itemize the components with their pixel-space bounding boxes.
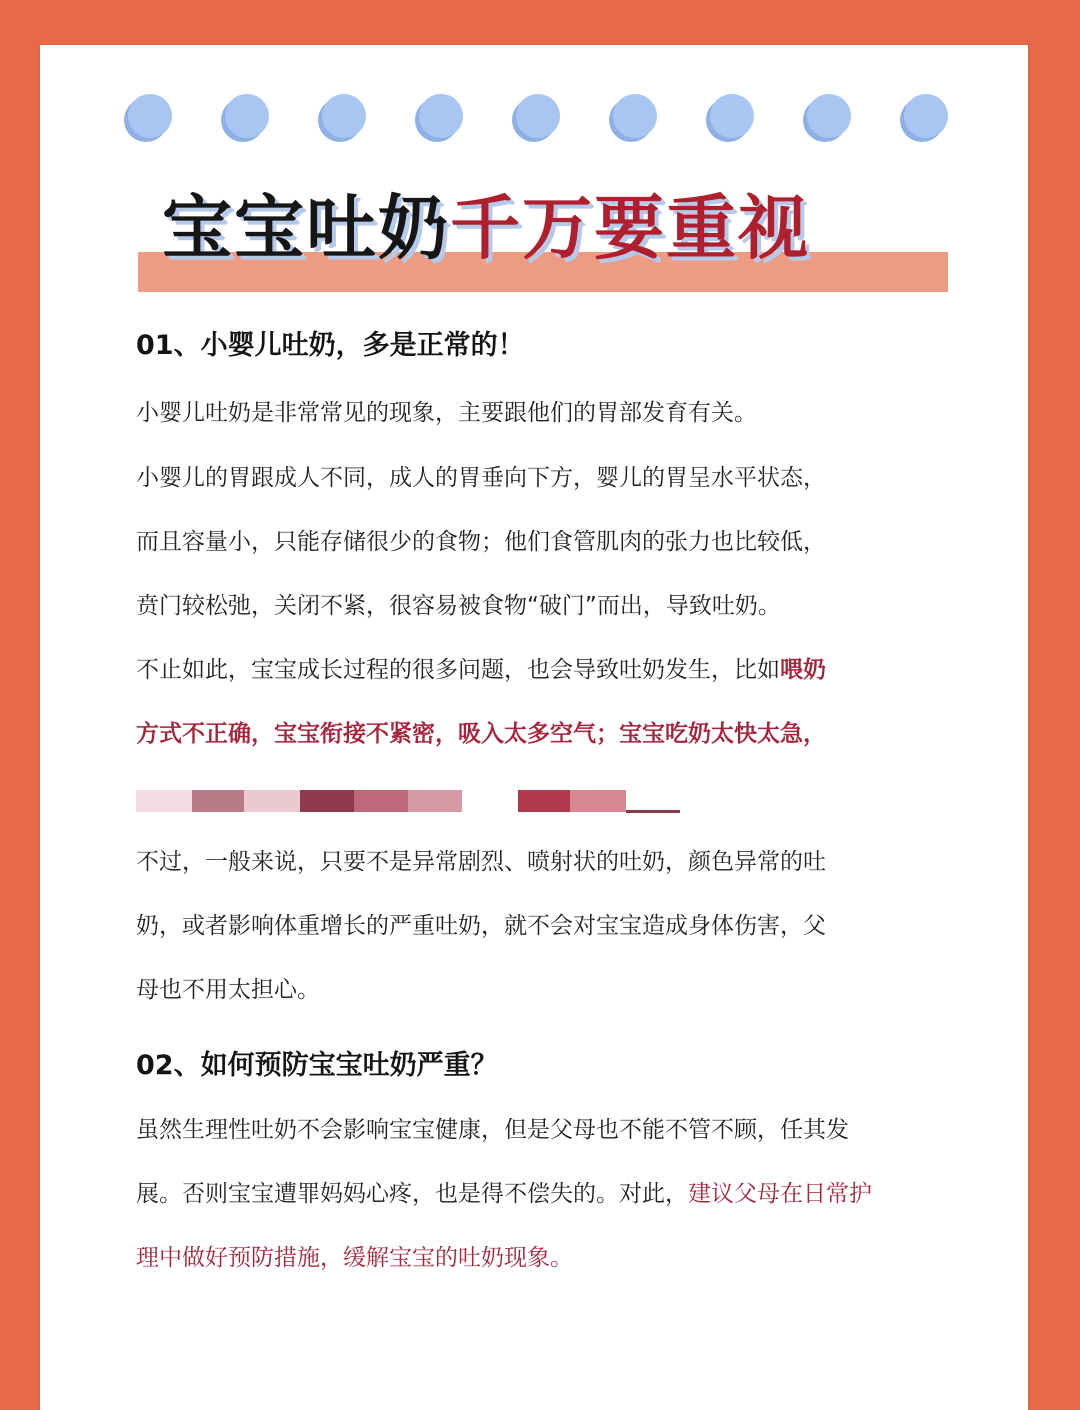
redaction-block bbox=[300, 790, 354, 812]
section1-heading: 01、小婴儿吐奶，多是正常的！ bbox=[136, 330, 525, 361]
binder-ring bbox=[419, 94, 463, 138]
section1-paragraph-3-line bbox=[136, 702, 986, 766]
binder-ring bbox=[516, 94, 560, 138]
paragraph-text: 不止如此，宝宝成长过程的很多问题，也会导致吐奶发生，比如 bbox=[136, 657, 780, 683]
binder-ring bbox=[807, 94, 851, 138]
highlight-text: 建议父母在日常护 bbox=[688, 1181, 872, 1207]
binder-ring bbox=[613, 94, 657, 138]
binder-ring bbox=[225, 94, 269, 138]
redaction-block bbox=[626, 810, 680, 813]
binder-rings bbox=[128, 94, 948, 138]
redaction-block bbox=[570, 790, 626, 812]
paragraph-text: 展。否则宝宝遭罪妈妈心疼，也是得不偿失的。对此， bbox=[136, 1181, 688, 1207]
article-body bbox=[136, 322, 986, 1290]
section2-heading: 02、如何预防宝宝吐奶严重？ bbox=[136, 1050, 498, 1081]
binder-ring bbox=[128, 94, 172, 138]
title-text bbox=[162, 180, 810, 276]
binder-ring bbox=[322, 94, 366, 138]
redaction-block bbox=[518, 790, 570, 812]
title-part-black: 宝宝吐奶 bbox=[162, 187, 450, 269]
section2-paragraph-line: 虽然生理性吐奶不会影响宝宝健康，但是父母也不能不管不顾，任其发 bbox=[136, 1117, 849, 1143]
section1-paragraph-2-line: 贲门较松弛，关闭不紧，很容易被食物“破门”而出，导致吐奶。 bbox=[136, 593, 781, 619]
section2-paragraph-line bbox=[136, 1162, 986, 1226]
redaction-block bbox=[244, 790, 300, 812]
section1-paragraph-1: 小婴儿吐奶是非常常见的现象，主要跟他们的胃部发育有关。 bbox=[136, 400, 757, 426]
section1-paragraph-4-line: 奶，或者影响体重增长的严重吐奶，就不会对宝宝造成身体伤害，父 bbox=[136, 913, 826, 939]
redaction-block bbox=[192, 790, 244, 812]
binder-ring bbox=[904, 94, 948, 138]
section1-paragraph-4-line: 母也不用太担心。 bbox=[136, 977, 320, 1003]
pixelated-redacted-line bbox=[136, 766, 986, 830]
section1-paragraph-3-line bbox=[136, 638, 986, 702]
highlight-text: 喂奶 bbox=[780, 657, 826, 683]
redaction-block bbox=[136, 790, 192, 812]
section2-paragraph-line bbox=[136, 1226, 986, 1290]
redaction-block bbox=[354, 790, 408, 812]
section1-paragraph-2-line: 而且容量小，只能存储很少的食物；他们食管肌肉的张力也比较低， bbox=[136, 529, 826, 555]
redaction-block bbox=[408, 790, 462, 812]
page-title bbox=[138, 178, 948, 290]
highlight-text: 方式不正确，宝宝衔接不紧密，吸入太多空气；宝宝吃奶太快太急， bbox=[136, 721, 826, 747]
highlight-text: 理中做好预防措施，缓解宝宝的吐奶现象。 bbox=[136, 1245, 573, 1271]
title-part-red: 千万要重视 bbox=[450, 187, 810, 269]
section1-paragraph-4-line: 不过，一般来说，只要不是异常剧烈、喷射状的吐奶，颜色异常的吐 bbox=[136, 849, 826, 875]
binder-ring bbox=[710, 94, 754, 138]
section1-paragraph-2-line: 小婴儿的胃跟成人不同，成人的胃垂向下方，婴儿的胃呈水平状态， bbox=[136, 465, 826, 491]
